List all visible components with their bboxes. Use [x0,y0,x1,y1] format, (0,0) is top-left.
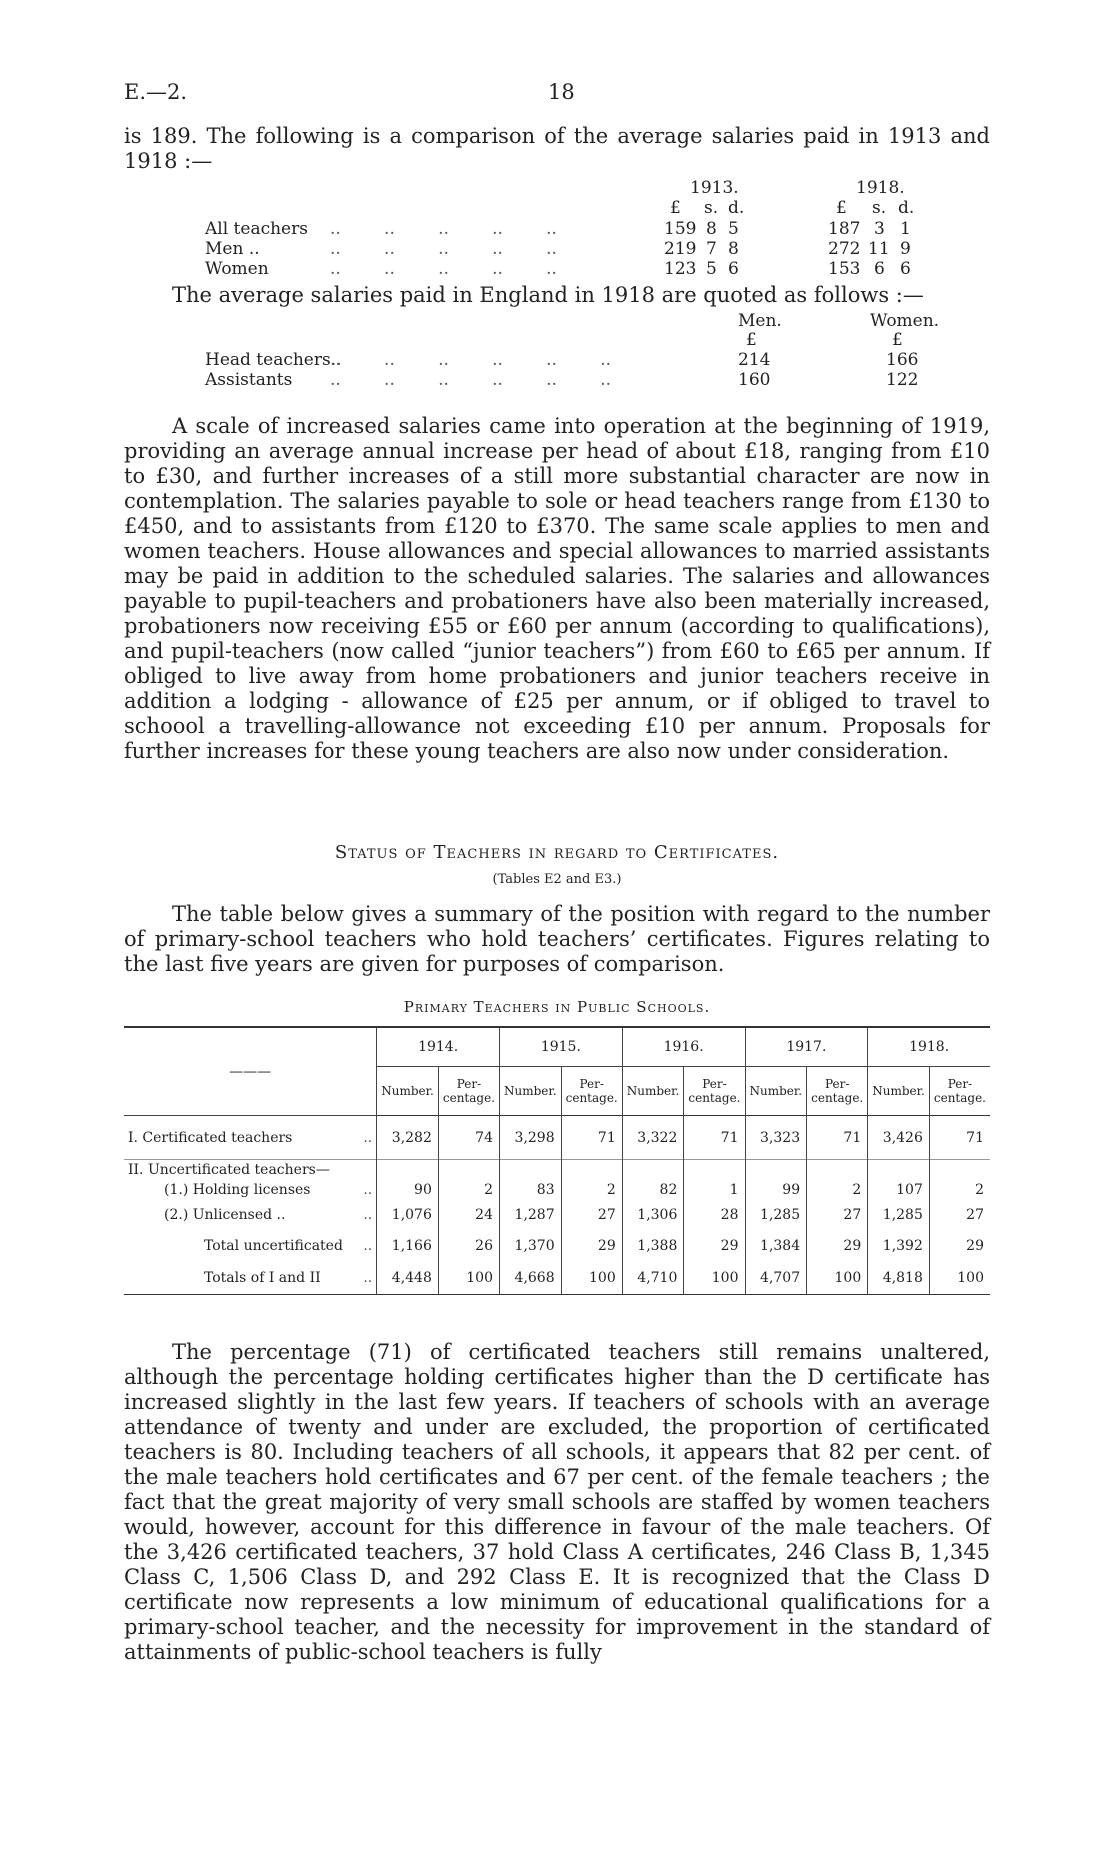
number-header: Number. [500,1067,562,1116]
percentage-header: Per-centage. [807,1067,868,1116]
document-code: E.—2. [124,80,188,104]
scale-paragraph: A scale of increased salaries came into operation at the beginning of 1919, providing an average annual increase per head of about £18, ranging from £10 to £30, and further increases of a still more substantial character are now in contemplation. The salaries payable to sole or head teachers range from £130 to £450, and to assistants from £120 to £370. The same scale applies to men and women teachers. House allowances and special allowances to married assistants may be paid in addition to the scheduled salaries. The salaries and allowances payable to pupil-teachers and probationers have also been materially increased, probationers now receiving £55 or £60 per annum (according to qualifications), and pupil-teachers (now called “junior teachers”) from £60 to £65 per annum. If obliged to live away from home probationers and junior teachers receive in addition a lodging - allowance of £25 per annum, or if obliged to travel to schoool a travelling-allowance not exceeding £10 per annum. Proposals for further increases for these young teachers are also now under consideration. [124,414,990,763]
salary-row: All teachers .. .. .. .. .. 159 8 5 187 3 1 [205,219,911,239]
table-row: (1.) Holding licenses .. 90 2 83 2 82 1 99 2 107 2 [124,1180,990,1200]
salary-row: Men .. .. .. .. .. .. 219 7 8 272 11 9 [205,239,911,259]
percentage-header: Per-centage. [561,1067,622,1116]
table-row: II. Uncertificated teachers— [124,1160,990,1181]
table-row: (2.) Unlicensed .. .. 1,076 24 1,287 27 1,306 28 1,285 27 1,285 27 [124,1200,990,1230]
year-1918-heading: 1918. [856,178,905,198]
unit-pounds: £ [836,198,847,218]
year-header: 1916. [622,1027,745,1067]
unit-shillings: s. [704,198,719,218]
unit-pence: d. [728,198,745,218]
table-row: Total uncertificated .. 1,166 26 1,370 29 1,388 29 1,384 29 1,392 29 [124,1230,990,1262]
status-subtitle: (Tables E2 and E3.) [492,872,622,887]
percentage-header: Per-centage. [438,1067,499,1116]
unit-pence: d. [898,198,915,218]
primary-teachers-table [124,1026,990,1295]
unit-pounds: £ [746,330,757,350]
percentage-header: Per-centage. [929,1067,990,1116]
intro-paragraph: is 189. The following is a comparison of the average salaries paid in 1913 and 1918 :— [124,124,990,173]
table-title: Primary Teachers in Public Schools. [403,998,711,1016]
number-header: Number. [868,1067,930,1116]
year-header: 1914. [377,1027,500,1067]
blank-header: ——— [124,1027,377,1116]
year-1913-heading: 1913. [690,178,739,198]
table-row: Totals of I and II .. 4,448 100 4,668 100 4,710 100 4,707 100 4,818 100 [124,1262,990,1294]
year-header: 1915. [500,1027,623,1067]
england-row: Head teachers.. .. .. .. .. .. .. 214 166 [205,350,919,370]
page-number: 18 [548,80,575,104]
women-heading: Women. [870,311,940,331]
status-heading: Status of Teachers in regard to Certificates. [334,842,780,863]
number-header: Number. [377,1067,439,1116]
closing-paragraph: The percentage (71) of certificated teachers still remains unaltered, although the percentage holding certificates higher than the D certificate has increased slightly in the last few years. If teachers of schools with an average attendance of twenty and under are excluded, the proportion of certificated teachers is 80. Including teachers of all schools, it appears that 82 per cent. of the male teachers hold certificates and 67 per cent. of the female teachers ; the fact that the great majority of very small schools are staffed by women teachers would, however, account for this difference in favour of the male teachers. Of the 3,426 certificated teachers, 37 hold Class A certificates, 246 Class B, 1,345 Class C, 1,506 Class D, and 292 Class E. It is recognized that the Class D certificate now represents a low minimum of educational qualifications for a primary-school teacher, and the necessity for improvement in the standard of attainments of public-school teachers is fully [124,1340,990,1664]
unit-shillings: s. [872,198,887,218]
year-header: 1918. [868,1027,990,1067]
percentage-header: Per-centage. [684,1067,745,1116]
men-heading: Men. [738,311,782,331]
number-header: Number. [622,1067,684,1116]
unit-pounds: £ [670,198,681,218]
salary-row: Women .. .. .. .. .. 123 5 6 153 6 6 [205,259,911,279]
table-row: I. Certificated teachers .. 3,282 74 3,298 71 3,322 71 3,323 71 3,426 71 [124,1116,990,1160]
england-row: Assistants .. .. .. .. .. .. 160 122 [205,370,919,390]
status-paragraph: The table below gives a summary of the position with regard to the number of primary-school teachers who hold teachers’ certificates. Figures relating to the last five years are given for purposes of comparison. [124,902,990,976]
england-paragraph: The average salaries paid in England in 1918 are quoted as follows :— [172,283,924,307]
year-header: 1917. [745,1027,868,1067]
number-header: Number. [745,1067,807,1116]
unit-pounds: £ [892,330,903,350]
